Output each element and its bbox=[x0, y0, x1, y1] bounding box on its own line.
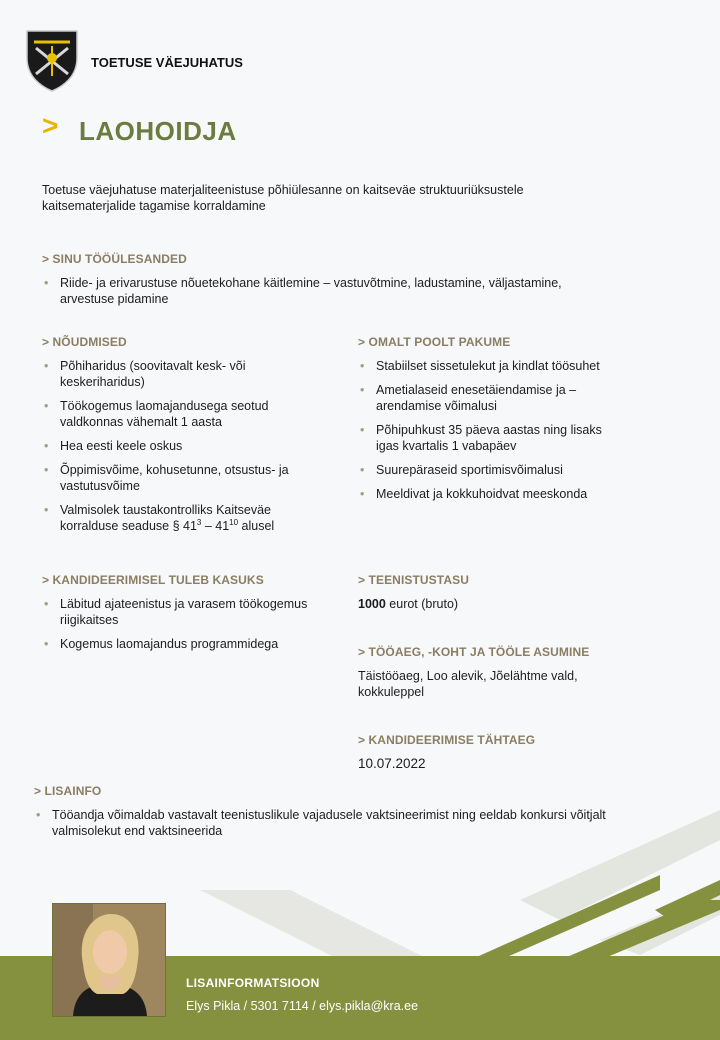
deadline-date: 10.07.2022 bbox=[358, 756, 426, 771]
requirements-list bbox=[42, 358, 312, 542]
list-item bbox=[42, 502, 312, 534]
org-name: TOETUSE VÄEJUHATUS bbox=[91, 55, 243, 70]
list-item: • Ametialaseid enesetäiendamise ja – arendamise võimalusi bbox=[358, 382, 628, 414]
duties-list bbox=[42, 275, 612, 315]
header bbox=[24, 28, 344, 94]
duties-heading: > SINU TÖÖÜLESANDED bbox=[42, 252, 187, 266]
list-item: • Meeldivat ja kokkuhoidvat meeskonda bbox=[358, 486, 628, 502]
item-text: Valmisolek taustakontrolliks Kaitseväe korralduse seaduse § 41 bbox=[60, 503, 271, 533]
item-text-mid: – 41 bbox=[201, 519, 230, 533]
list-item: • Põhipuhkust 35 päeva aastas ning lisaks igas kvartalis 1 vabapäev bbox=[358, 422, 628, 454]
salary-text bbox=[358, 596, 458, 612]
footer-heading: LISAINFORMATSIOON bbox=[186, 976, 320, 990]
contact-info: Elys Pikla / 5301 7114 / elys.pikla@kra.ee bbox=[186, 999, 419, 1013]
contact-person-photo bbox=[52, 903, 166, 1017]
salary-unit: eurot (bruto) bbox=[385, 597, 459, 611]
item-text-end: alusel bbox=[238, 519, 275, 533]
list-item: • Põhiharidus (soovitavalt kesk- või keskeriharidus) bbox=[42, 358, 312, 390]
list-item: • Kogemus laomajandus programmidega bbox=[42, 636, 332, 652]
offer-list bbox=[358, 358, 628, 510]
superscript: 3 bbox=[196, 517, 202, 527]
list-item: • Stabiilset sissetulekut ja kindlat töösuhet bbox=[358, 358, 628, 374]
list-item: • Õppimisvõime, kohusetunne, otsustus- ja vastutusvõime bbox=[42, 462, 312, 494]
offer-heading: > OMALT POOLT PAKUME bbox=[358, 335, 511, 349]
list-item: • Tööandja võimaldab vastavalt teenistuslikule vajadusele vaktsineerimist ning eeldab konkursi võitjalt valmisolekut end vaktsineerida bbox=[34, 807, 614, 839]
deadline-heading: > KANDIDEERIMISE TÄHTAEG bbox=[358, 733, 536, 747]
intro-text: Toetuse väejuhatuse materjaliteenistuse põhiülesanne on kaitseväe struktuuriüksustele kaitsematerjalide tagamise korraldamine bbox=[42, 183, 524, 213]
title-arrow: > bbox=[42, 110, 59, 141]
list-item: • Töökogemus laomajandusega seotud valdkonnas vähemalt 1 aasta bbox=[42, 398, 312, 430]
advantage-list bbox=[42, 596, 332, 660]
emblem-icon bbox=[24, 28, 80, 92]
salary-amount: 1000 bbox=[358, 597, 386, 611]
worktime-text: Täistööaeg, Loo alevik, Jõelähtme vald, kokkuleppel bbox=[358, 669, 578, 699]
extra-heading: > LISAINFO bbox=[34, 784, 102, 798]
advantage-heading: > KANDIDEERIMISEL TULEB KASUKS bbox=[42, 573, 264, 587]
salary-heading: > TEENISTUSTASU bbox=[358, 573, 469, 587]
page-title: LAOHOIDJA bbox=[79, 116, 237, 146]
list-item: • Hea eesti keele oskus bbox=[42, 438, 312, 454]
superscript: 10 bbox=[229, 517, 239, 527]
extra-list bbox=[34, 807, 614, 847]
worktime-heading: > TÖÖAEG, -KOHT JA TÖÖLE ASUMINE bbox=[358, 645, 590, 659]
list-item: • Läbitud ajateenistus ja varasem töökogemus riigikaitses bbox=[42, 596, 332, 628]
list-item: • Suurepäraseid sportimisvõimalusi bbox=[358, 462, 628, 478]
requirements-heading: > NÕUDMISED bbox=[42, 335, 127, 349]
list-item: • Riide- ja erivarustuse nõuetekohane käitlemine – vastuvõtmine, ladustamine, väljastamine, arvestuse pidamine bbox=[42, 275, 612, 307]
